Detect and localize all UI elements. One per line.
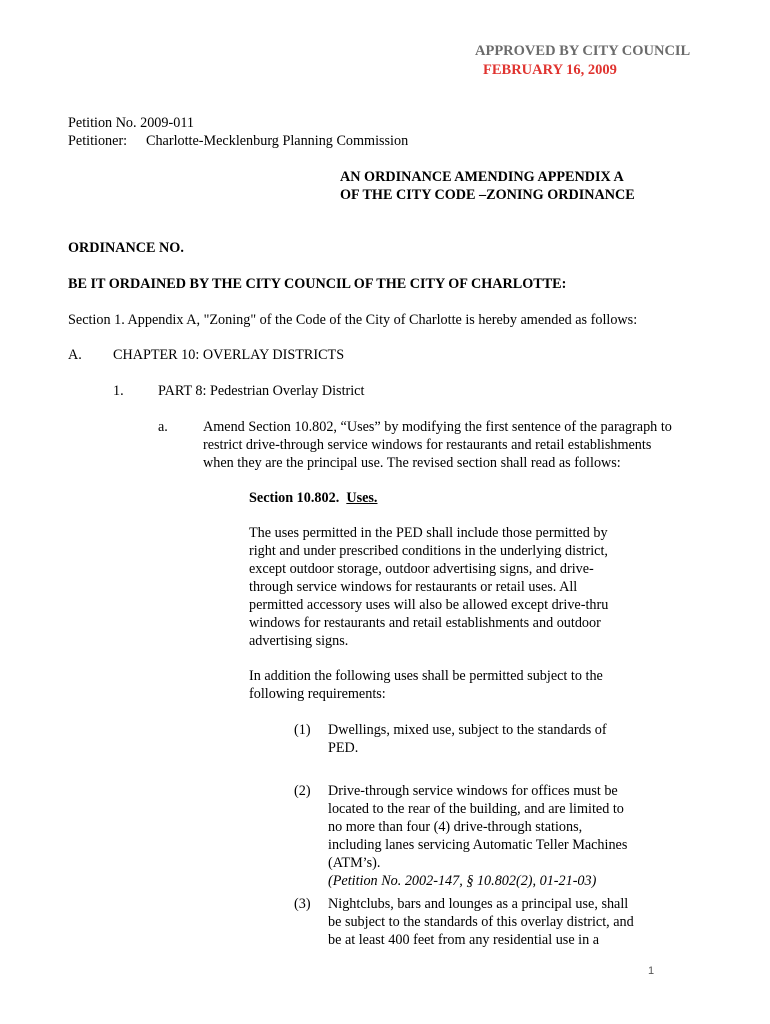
list-item bbox=[328, 782, 627, 890]
petition-number: Petition No. 2009-011 bbox=[68, 115, 194, 131]
text-line: following requirements: bbox=[249, 686, 386, 702]
addition-paragraph bbox=[249, 667, 603, 703]
text-line: advertising signs. bbox=[249, 633, 349, 649]
text-line: Drive-through service windows for offices must be bbox=[328, 783, 618, 799]
item-1-marker: 1. bbox=[113, 383, 124, 399]
list-item bbox=[328, 895, 634, 949]
item-a-lower-marker: a. bbox=[158, 419, 168, 435]
page-number: 1 bbox=[648, 965, 655, 977]
approval-stamp-date: FEBRUARY 16, 2009 bbox=[483, 62, 617, 78]
item-1-text: PART 8: Pedestrian Overlay District bbox=[158, 383, 365, 399]
text-line: located to the rear of the building, and are limited to bbox=[328, 801, 624, 817]
uses-paragraph bbox=[249, 524, 608, 650]
citation: (Petition No. 2002-147, § 10.802(2), 01-21-03) bbox=[328, 873, 597, 889]
list-item-marker: (1) bbox=[294, 722, 311, 738]
text-line: when they are the principal use. The revised section shall read as follows: bbox=[203, 455, 621, 471]
item-a-lower-text bbox=[203, 418, 672, 472]
text-line: including lanes servicing Automatic Teller Machines bbox=[328, 837, 628, 853]
text-line: (ATM’s). bbox=[328, 855, 381, 871]
text-line: Nightclubs, bars and lounges as a principal use, shall bbox=[328, 896, 629, 912]
text-line: be at least 400 feet from any residential use in a bbox=[328, 932, 600, 948]
text-line: PED. bbox=[328, 740, 359, 756]
approval-stamp-line1: APPROVED BY CITY COUNCIL bbox=[475, 43, 691, 59]
text-line: through service windows for restaurants or retail uses. All bbox=[249, 579, 578, 595]
text-line: Amend Section 10.802, “Uses” by modifying the first sentence of the paragraph to bbox=[203, 419, 672, 435]
item-a-text: CHAPTER 10: OVERLAY DISTRICTS bbox=[113, 347, 345, 363]
ordinance-number: ORDINANCE NO. bbox=[68, 240, 184, 256]
section-heading-number: Section 10.802. bbox=[249, 490, 340, 506]
section-heading bbox=[249, 489, 377, 507]
text-line: permitted accessory uses will also be allowed except drive-thru bbox=[249, 597, 609, 613]
text-line: windows for restaurants and retail establishments and outdoor bbox=[249, 615, 601, 631]
section-1: Section 1. Appendix A, "Zoning" of the Code of the City of Charlotte is hereby amended as follows: bbox=[68, 312, 638, 328]
item-a-marker: A. bbox=[68, 347, 82, 363]
ordinance-title-line2: OF THE CITY CODE –ZONING ORDINANCE bbox=[340, 187, 635, 203]
text-line: The uses permitted in the PED shall include those permitted by bbox=[249, 525, 608, 541]
ordinance-title-line1: AN ORDINANCE AMENDING APPENDIX A bbox=[340, 169, 624, 185]
text-line: restrict drive-through service windows for restaurants and retail establishments bbox=[203, 437, 652, 453]
list-item-marker: (3) bbox=[294, 896, 311, 912]
list-item-marker: (2) bbox=[294, 783, 311, 799]
petitioner-label: Petitioner: bbox=[68, 133, 128, 149]
text-line: In addition the following uses shall be permitted subject to the bbox=[249, 668, 603, 684]
list-item bbox=[328, 721, 607, 757]
text-line: no more than four (4) drive-through stations, bbox=[328, 819, 583, 835]
section-heading-title: Uses. bbox=[346, 490, 378, 506]
text-line: except outdoor storage, outdoor advertising signs, and drive- bbox=[249, 561, 594, 577]
petitioner-value: Charlotte-Mecklenburg Planning Commission bbox=[146, 133, 409, 149]
text-line: right and under prescribed conditions in the underlying district, bbox=[249, 543, 608, 559]
text-line: be subject to the standards of this overlay district, and bbox=[328, 914, 634, 930]
text-line: Dwellings, mixed use, subject to the standards of bbox=[328, 722, 607, 738]
enacting-clause: BE IT ORDAINED BY THE CITY COUNCIL OF THE CITY OF CHARLOTTE: bbox=[68, 276, 567, 292]
